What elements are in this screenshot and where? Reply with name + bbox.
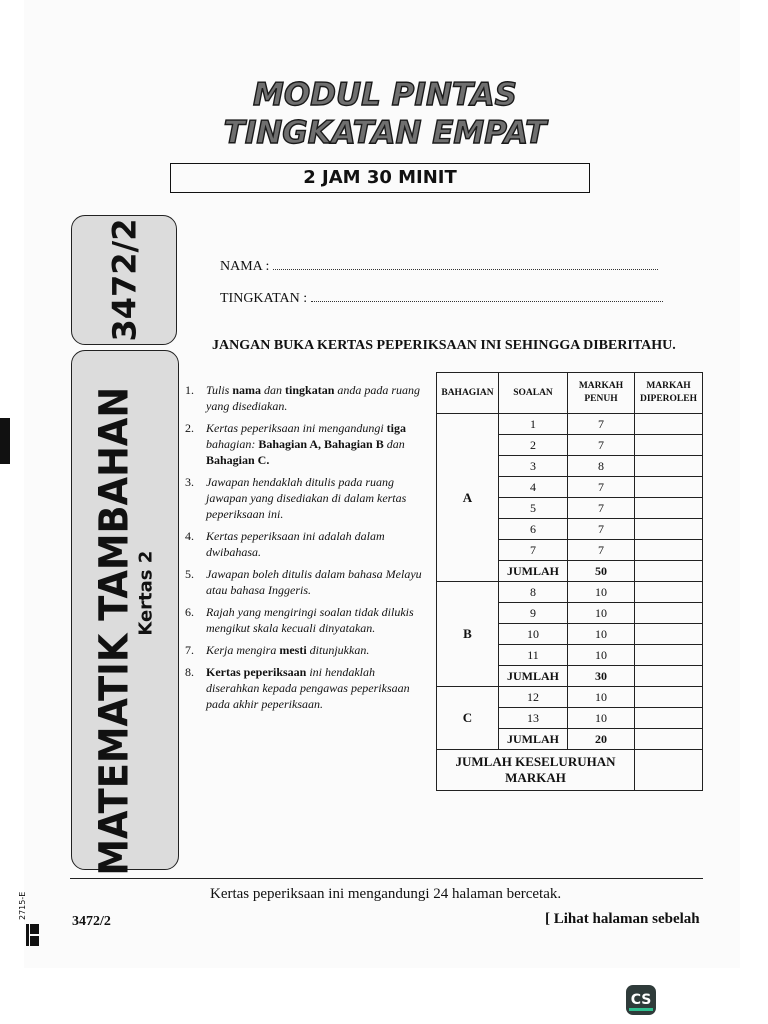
- edge-tab-mark: [0, 418, 10, 464]
- footer-paper-code: 3472/2: [72, 914, 111, 929]
- subject-name: MATEMATIK TAMBAHAN: [92, 386, 138, 876]
- table-row: 10 10: [437, 624, 703, 645]
- marks-input[interactable]: [635, 645, 703, 666]
- section-c-label: C: [437, 687, 499, 750]
- duration-box: 2 JAM 30 MINIT: [170, 163, 590, 193]
- instruction-item: 1. Tulis nama dan tingkatan anda pada ruang yang disediakan.: [185, 383, 421, 413]
- grand-total-row: [437, 750, 703, 791]
- paper-code-vertical: 3472/2: [105, 218, 144, 342]
- paper-code-wrap: [71, 215, 177, 345]
- marks-input[interactable]: [635, 687, 703, 708]
- page-count-note: Kertas peperiksaan ini mengandungi 24 halaman bercetak.: [210, 886, 562, 902]
- subject-vertical: [93, 344, 157, 875]
- table-row: 5 7: [437, 498, 703, 519]
- header-full-marks: MARKAH PENUH: [568, 373, 635, 414]
- table-row: 2 7: [437, 435, 703, 456]
- marks-input[interactable]: [635, 414, 703, 435]
- table-row: 6 7: [437, 519, 703, 540]
- table-header-row: [437, 373, 703, 414]
- class-label: TINGKATAN :: [220, 291, 308, 306]
- table-row: 13 10: [437, 708, 703, 729]
- class-dotted-line[interactable]: [311, 291, 663, 302]
- table-total-row: JUMLAH 50: [437, 561, 703, 582]
- grand-total-input[interactable]: [635, 750, 703, 791]
- table-row: 11 10: [437, 645, 703, 666]
- next-page-note: [ Lihat halaman sebelah: [545, 911, 700, 927]
- table-row: 7 7: [437, 540, 703, 561]
- marks-input[interactable]: [635, 729, 703, 750]
- marks-input[interactable]: [635, 666, 703, 687]
- name-label: NAMA :: [220, 259, 270, 274]
- instruction-item: 6. Rajah yang mengiringi soalan tidak dilukis mengikut skala kecuali dinyatakan.: [185, 605, 414, 635]
- warning-text: JANGAN BUKA KERTAS PEPERIKSAAN INI SEHINGGA DIBERITAHU.: [212, 338, 676, 353]
- marks-table: [436, 372, 703, 791]
- table-row: 4 7: [437, 477, 703, 498]
- instruction-item: 4. Kertas peperiksaan ini adalah dalam dwibahasa.: [185, 529, 385, 559]
- edge-mark-3: [26, 924, 29, 946]
- class-field[interactable]: [220, 291, 663, 307]
- marks-input[interactable]: [635, 540, 703, 561]
- marks-input[interactable]: [635, 519, 703, 540]
- table-row: C 12 10: [437, 687, 703, 708]
- edge-mark-2: [30, 936, 39, 946]
- marks-input[interactable]: [635, 477, 703, 498]
- header-obtained: MARKAH DIPEROLEH: [635, 373, 703, 414]
- marks-input[interactable]: [635, 456, 703, 477]
- grand-total-label: JUMLAH KESELURUHAN MARKAH: [437, 750, 635, 791]
- section-b-label: B: [437, 582, 499, 687]
- header-section: BAHAGIAN: [437, 373, 499, 414]
- instruction-item: 3. Jawapan hendaklah ditulis pada ruang jawapan yang disediakan di dalam kertas peperiksaan ini.: [185, 475, 407, 521]
- name-dotted-line[interactable]: [273, 259, 658, 270]
- table-row: 9 10: [437, 603, 703, 624]
- table-row: B 8 10: [437, 582, 703, 603]
- title-line-2: TINGKATAN EMPAT: [223, 115, 547, 151]
- instruction-item: 7. Kerja mengira mesti ditunjukkan.: [185, 643, 370, 657]
- marks-input[interactable]: [635, 561, 703, 582]
- title-line-1: MODUL PINTAS: [253, 77, 517, 113]
- table-total-row: JUMLAH 20: [437, 729, 703, 750]
- marks-input[interactable]: [635, 435, 703, 456]
- footer-divider: [70, 878, 703, 879]
- subject-wrap: [71, 350, 179, 876]
- instructions-list: [185, 382, 425, 718]
- instruction-item: 8. Kertas peperiksaan ini hendaklah diserahkan kepada pengawas peperiksaan pada akhir peperiksaan.: [185, 665, 410, 711]
- marks-input[interactable]: [635, 498, 703, 519]
- edge-print-code: 2715-E: [18, 891, 27, 920]
- edge-mark-1: [30, 924, 39, 934]
- marks-input[interactable]: [635, 708, 703, 729]
- marks-input[interactable]: [635, 603, 703, 624]
- table-row: A 1 7: [437, 414, 703, 435]
- marks-input[interactable]: [635, 624, 703, 645]
- header-question: SOALAN: [499, 373, 568, 414]
- name-field[interactable]: [220, 259, 658, 275]
- section-a-label: A: [437, 414, 499, 582]
- marks-input[interactable]: [635, 582, 703, 603]
- instruction-item: 2. Kertas peperiksaan ini mengandungi tiga bahagian: Bahagian A, Bahagian B dan Bahagian C.: [185, 421, 406, 467]
- table-row: 3 8: [437, 456, 703, 477]
- instruction-item: 5. Jawapan boleh ditulis dalam bahasa Melayu atau bahasa Inggeris.: [185, 567, 422, 597]
- camscanner-badge[interactable]: CS: [626, 985, 656, 1015]
- paper-number: Kertas 2: [136, 550, 157, 636]
- table-total-row: JUMLAH 30: [437, 666, 703, 687]
